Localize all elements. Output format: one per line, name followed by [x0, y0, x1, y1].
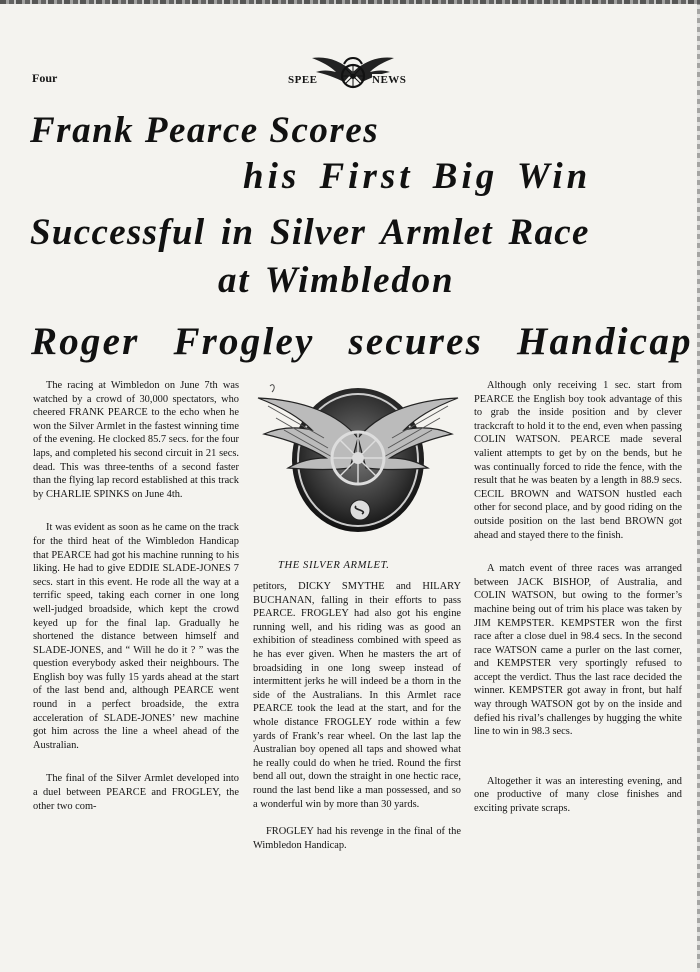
masthead-logo — [278, 50, 428, 94]
headline-line-1: Frank Pearce Scores — [30, 110, 380, 151]
paragraph: Altogether it was an interesting evening, and one productive of many close finishes and exciting private scraps. — [474, 775, 682, 815]
silver-armlet-photo — [254, 378, 462, 538]
winged-wheel-icon — [278, 50, 428, 94]
paragraph: It was evident as soon as he came on the track for the third heat of the Wimbledon Handicap that PEARCE had got his machine running to his liking. He had to give EDDIE SLADE-JONES 7 secs. start in this event. He rode all the way at a terrific speed, taking each corner in one long well-judged broadside, which kept the crowd keyed up for the final lap. Gradually he shortened the distance between himself and SLADE-JONES, and “ Will he do it ? ” was the question everybody asked their neighbours. The English boy was fully 15 yards ahead at the start of the last bend and, although PEARCE went round in a perfect broadside, the extra acceleration of SLADE-JONES’ new machine got him across the line a wheel ahead of the Australian. — [33, 522, 239, 751]
paragraph: petitors, DICKY SMYTHE and HILARY BUCHANAN, falling in their efforts to pass PEARCE. FROGLEY had also got his engine running well, and his riding was as good an exhibition of steadiness combined with speed as he has ever given. When he masters the art of broadsiding in one long sweep instead of intermittent jerks he will indeed be a thorn in the side of the Australians. In this Armlet race PEARCE took the lead at the start, and for the whole distance FROGLEY rode within a few yards of Frank’s rear wheel. On the last lap the Australian boy opened all taps and showed what he really could do when he tried. Round the first bend all out, down the straight in one hectic race, round the last bend like a man possessed, and so a wonderful win by more than 30 yards. — [253, 581, 461, 810]
headline-line-2: his First Big Win — [243, 156, 592, 197]
masthead-right-text: NEWS — [372, 74, 407, 86]
image-caption: THE SILVER ARMLET. — [278, 560, 390, 571]
headline-line-3: Successful in Silver Armlet Race — [30, 212, 590, 253]
page-number: Four — [32, 71, 58, 85]
silver-armlet-icon — [254, 378, 462, 538]
article-column-1 — [33, 379, 239, 813]
paragraph: Although only receiving 1 sec. start from PEARCE the English boy took advantage of this to grab the inside position and by clever trackcraft to hold it to the end, even when passing COLIN WATSON. PEARCE made several valient attempts to get by on the bends, but he was continually forced to ride the fence, with the result that he was beaten by a length in 88.9 secs. CECIL BROWN and WATSON hustled each other for second place, and by good riding on the outside position on the last bend BROWN got ahead and stayed there to the finish. — [474, 380, 682, 541]
paragraph: The final of the Silver Armlet developed into a duel between PEARCE and FROGLEY, the other two com- — [33, 773, 239, 812]
paragraph: A match event of three races was arranged between JACK BISHOP, of Australia, and COLIN WATSON, but owing to the former’s machine being out of trim his place was taken by JIM KEMPSTER. KEMPSTER won the first race after a close duel in 98.4 secs. In the second race WATSON came a purler on the last corner, and KEMPSTER very sportingly refused to accept the verdict. Thus the last race decided the winner. KEMPSTER got away in front, but half way through WATSON got by on the inside and defied his rival’s challenges by hugging the white line to win in 98.3 secs. — [474, 563, 682, 738]
scan-edge-top — [0, 0, 700, 4]
article-column-3 — [474, 379, 682, 816]
paragraph: FROGLEY had his revenge in the final of the Wimbledon Handicap. — [253, 826, 461, 851]
headline-line-5: Roger Frogley secures Handicap — [31, 320, 693, 363]
article-column-2 — [253, 580, 461, 852]
paragraph: The racing at Wimbledon on June 7th was watched by a crowd of 30,000 spectators, who cheered FRANK PEARCE to the echo when he won the Silver Armlet in the fastest winning time of the evening. He clocked 85.7 secs. for the four laps, and completed his second circuit in 21 secs. dead. This was three-tenths of a second faster than the flying lap record established at this track by CHARLIE SPINKS on June 4th. — [33, 380, 239, 500]
headline-line-4: at Wimbledon — [218, 260, 455, 301]
masthead-left-text: SPEE — [288, 74, 318, 86]
